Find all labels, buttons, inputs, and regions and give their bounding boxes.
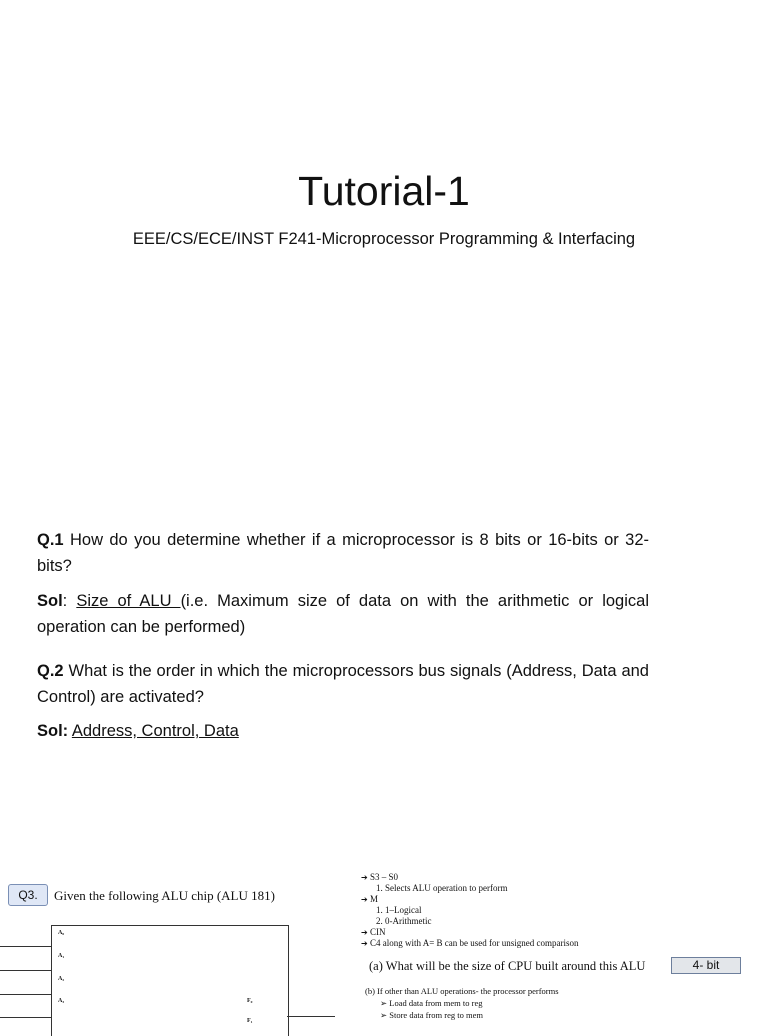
note-text: CIN — [369, 927, 386, 937]
input-wire — [0, 1017, 51, 1018]
sol1-answer-rest: (i.e. Maximum size of data on with the arithmetic or logical operation can be performed) — [37, 592, 649, 636]
pin-a3: A₃ — [58, 998, 65, 1004]
solution-2 — [37, 718, 649, 744]
note-row: 1. 1–Logical — [376, 905, 422, 915]
input-wire — [0, 994, 51, 995]
arrow-icon: ➔ — [361, 939, 368, 948]
sol1-sep: : — [62, 592, 77, 610]
note-text: C4 along with A= B can be used for unsigned comparison — [369, 938, 579, 948]
sol2-label: Sol: — [37, 722, 69, 740]
q1-text: How do you determine whether if a microprocessor is 8 bits or 16-bits or 32-bits? — [37, 531, 649, 575]
sol2-answer: Address, Control, Data — [71, 722, 239, 740]
pin-a1: A₁ — [58, 953, 65, 959]
q3-part-a: (a) What will be the size of CPU built around this ALU — [369, 959, 646, 973]
sol1-label: Sol — [37, 592, 63, 610]
q3-part-a-answer: 4- bit — [671, 957, 741, 974]
output-wire — [287, 1016, 335, 1017]
arrow-icon: ➔ — [361, 873, 368, 882]
q3-question: Given the following ALU chip (ALU 181) — [54, 888, 275, 903]
note-row — [361, 872, 579, 883]
note-row: 1. Selects ALU operation to perform — [376, 883, 508, 893]
pin-f1: F₁ — [247, 1018, 253, 1024]
note-row — [361, 927, 579, 938]
question-2 — [37, 658, 649, 710]
arrow-icon: ➔ — [361, 928, 368, 937]
arrow-icon: ➔ — [361, 895, 368, 904]
part-b-item: ➢ Store data from reg to mem — [380, 1010, 483, 1020]
course-subtitle: EEE/CS/ECE/INST F241-Microprocessor Programming & Interfacing — [132, 230, 636, 248]
part-b-heading: (b) If other than ALU operations- the processor performs — [365, 986, 559, 996]
note-row: 2. 0-Arithmetic — [376, 916, 432, 926]
note-row — [361, 938, 579, 949]
q3-part-b — [365, 985, 559, 1021]
q2-label: Q.2 — [37, 662, 64, 680]
pin-a0: A₀ — [58, 930, 65, 936]
alu-signal-notes — [361, 872, 579, 949]
pin-a2: A₂ — [58, 976, 65, 982]
note-row — [361, 894, 579, 905]
q1-label: Q.1 — [37, 531, 64, 549]
question-1 — [37, 527, 649, 579]
pin-f0: F₀ — [247, 998, 253, 1004]
input-wire — [0, 970, 51, 971]
part-b-item: ➢ Load data from mem to reg — [380, 998, 483, 1008]
page-title: Tutorial-1 — [298, 168, 470, 214]
solution-1 — [37, 588, 649, 640]
note-text: M — [369, 894, 378, 904]
input-wire — [0, 946, 51, 947]
note-text: S3 – S0 — [369, 872, 398, 882]
sol1-answer-underlined: Size of ALU — [76, 592, 181, 610]
q2-text: What is the order in which the microprocessors bus signals (Address, Data and Control) are activated? — [37, 662, 649, 706]
q3-badge: Q3. — [8, 884, 48, 906]
alu-chip-diagram — [51, 925, 289, 1036]
